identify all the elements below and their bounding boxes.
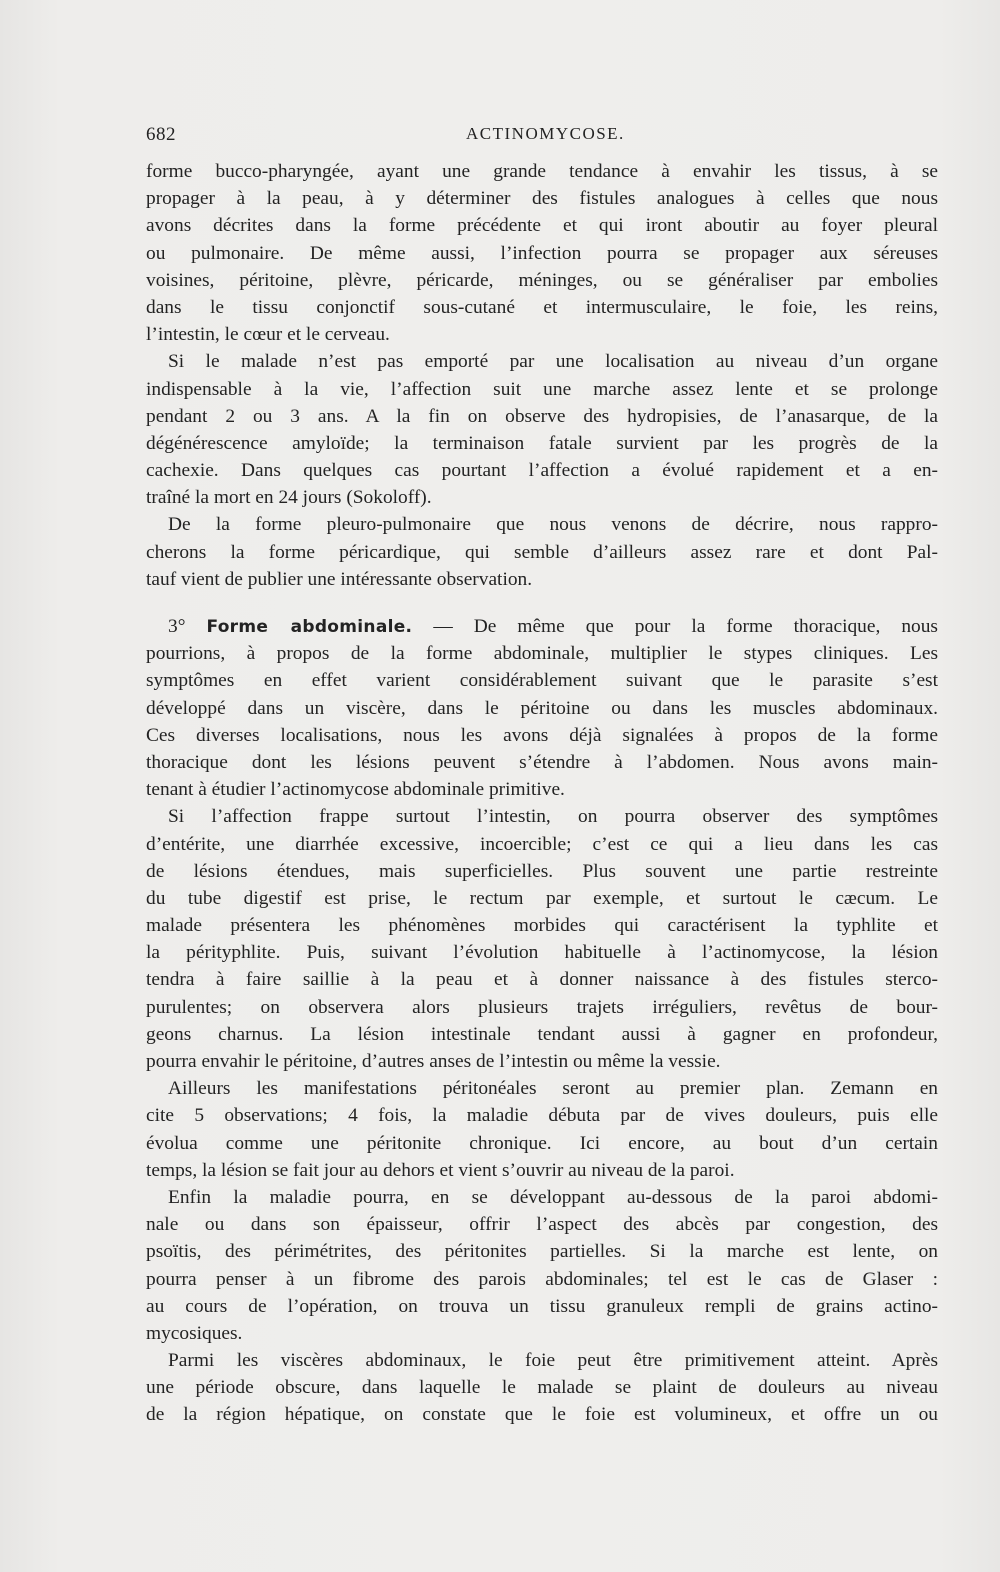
section-number: 3° <box>168 616 186 637</box>
text-line: cherons la forme péricardique, qui semble d’ailleurs assez rare et dont Pal- <box>146 541 938 563</box>
text-line: pendant 2 ou 3 ans. A la fin on observe des hydropisies, de l’anasarque, de la <box>146 405 938 427</box>
text-line: symptômes en effet varient considérablement suivant que le parasite s’est <box>146 670 938 692</box>
text-line: développé dans un viscère, dans le péritoine ou dans les muscles abdominaux. <box>146 697 938 719</box>
text-line: Ces diverses localisations, nous les avons déjà signalées à propos de la forme <box>146 724 938 746</box>
text-line: évolua comme une péritonite chronique. Ici encore, au bout d’un certain <box>146 1132 938 1154</box>
text-line: indispensable à la vie, l’affection suit une marche assez lente et se prolonge <box>146 378 938 400</box>
text-line: tauf vient de publier une intéressante observation. <box>146 568 533 590</box>
paragraph <box>146 1184 938 1347</box>
text-line: cite 5 observations; 4 fois, la maladie débuta par de vives douleurs, puis elle <box>146 1105 938 1127</box>
paragraph <box>146 348 938 511</box>
text-line: dégénérescence amyloïde; la terminaison fatale survient par les progrès de la <box>146 432 938 454</box>
running-title: ACTINOMYCOSE. <box>466 124 625 143</box>
paragraph <box>146 1075 938 1184</box>
text-line: malade présentera les phénomènes morbides qui caractérisent la typhlite et <box>146 915 938 937</box>
section-heading-line <box>146 613 938 640</box>
text-line: Si l’affection frappe surtout l’intestin, on pourra observer des symptômes <box>168 806 938 828</box>
text-line: avons décrites dans la forme précédente et qui iront aboutir au foyer pleural <box>146 215 938 237</box>
text-line: tenant à étudier l’actinomycose abdominale primitive. <box>146 779 565 801</box>
text-line: temps, la lésion se fait jour au dehors et vient s’ouvrir au niveau de la paroi. <box>146 1159 735 1181</box>
section-lead-text: — De même que pour la forme thoracique, nous <box>433 616 938 637</box>
paragraph <box>146 1347 938 1429</box>
paragraph <box>146 803 938 1075</box>
text-line: une période obscure, dans laquelle le malade se plaint de douleurs au niveau <box>146 1377 938 1399</box>
text-line: geons charnus. La lésion intestinale tendant aussi à gagner en profondeur, <box>146 1023 938 1045</box>
text-line: forme bucco-pharyngée, ayant une grande tendance à envahir les tissus, à se <box>146 161 938 182</box>
paragraph <box>146 158 938 348</box>
text-line: tendra à faire saillie à la peau et à donner naissance à des fistules sterco- <box>146 969 938 991</box>
text-line: Si le malade n’est pas emporté par une localisation au niveau d’un organe <box>168 351 938 373</box>
text-line: Parmi les viscères abdominaux, le foie peut être primitivement atteint. Après <box>168 1350 938 1372</box>
text-line: pourra penser à un fibrome des parois abdominales; tel est le cas de Glaser : <box>146 1268 938 1290</box>
text-line: propager à la peau, à y déterminer des fistules analogues à celles que nous <box>146 188 938 210</box>
text-line: mycosiques. <box>146 1322 243 1344</box>
page-number: 682 <box>146 124 176 145</box>
text-line: traîné la mort en 24 jours (Sokoloff). <box>146 487 432 509</box>
text-line: au cours de l’opération, on trouva un tissu granuleux rempli de grains actino- <box>146 1295 938 1317</box>
text-line: de lésions étendues, mais superficielles. Plus souvent une partie restreinte <box>146 860 938 882</box>
page-header <box>146 124 938 152</box>
body-text <box>146 158 938 1429</box>
text-line: la pérityphlite. Puis, suivant l’évolution habituelle à l’actinomycose, la lésion <box>146 942 938 964</box>
section-title: Forme abdominale. <box>206 617 413 637</box>
text-line: nale ou dans son épaisseur, offrir l’aspect des abcès par congestion, des <box>146 1214 938 1236</box>
text-line: ou pulmonaire. De même aussi, l’infection pourra se propager aux séreuses <box>146 242 938 264</box>
text-line: De la forme pleuro-pulmonaire que nous venons de décrire, nous rappro- <box>168 514 938 536</box>
text-line: dans le tissu conjonctif sous-cutané et intermusculaire, le foie, les reins, <box>146 296 938 318</box>
text-line: Enfin la maladie pourra, en se développant au-dessous de la paroi abdomi- <box>168 1186 938 1208</box>
text-line: pourra envahir le péritoine, d’autres anses de l’intestin ou même la vessie. <box>146 1051 721 1072</box>
paragraph <box>146 511 938 593</box>
section-spacer <box>146 593 938 613</box>
text-line: Ailleurs les manifestations péritonéales seront au premier plan. Zemann en <box>168 1078 938 1100</box>
section-forme-abdominale <box>146 613 938 803</box>
text-line: du tube digestif est prise, le rectum par exemple, et surtout le cæcum. Le <box>146 887 938 909</box>
text-line: cachexie. Dans quelques cas pourtant l’affection a évolué rapidement et a en- <box>146 460 938 482</box>
text-line: d’entérite, une diarrhée excessive, incoercible; c’est ce qui a lieu dans les cas <box>146 833 938 855</box>
text-line: thoracique dont les lésions peuvent s’étendre à l’abdomen. Nous avons main- <box>146 751 938 773</box>
text-line: purulentes; on observera alors plusieurs trajets irréguliers, revêtus de bour- <box>146 996 938 1018</box>
text-line: voisines, péritoine, plèvre, péricarde, méninges, ou se généraliser par embolies <box>146 269 938 291</box>
text-line: l’intestin, le cœur et le cerveau. <box>146 324 390 346</box>
text-line: psoïtis, des périmétrites, des péritonites partielles. Si la marche est lente, on <box>146 1241 938 1263</box>
text-line: de la région hépatique, on constate que le foie est volumineux, et offre un ou <box>146 1404 938 1426</box>
text-line: pourrions, à propos de la forme abdominale, multiplier le stypes cliniques. Les <box>146 643 938 665</box>
